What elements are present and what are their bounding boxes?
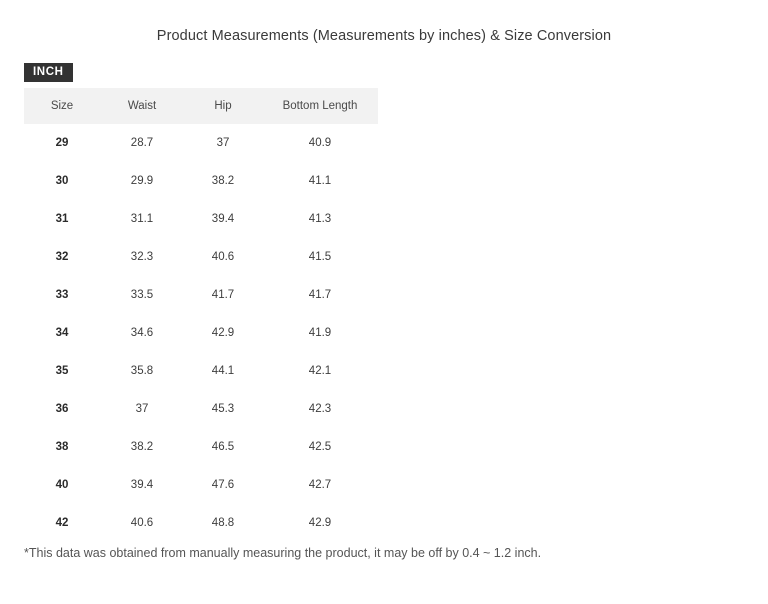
cell-bottom-length: 41.3 — [308, 213, 332, 225]
cell-waist: 39.4 — [130, 479, 154, 491]
cell-bottom-length: 41.7 — [308, 289, 332, 301]
cell-bottom-length: 41.5 — [308, 251, 332, 263]
cell-bottom-length: 42.3 — [308, 403, 332, 415]
cell-hip: 37 — [216, 137, 230, 149]
size-table — [24, 88, 378, 542]
cell-bottom-length: 42.9 — [308, 517, 332, 529]
table-row — [24, 466, 378, 504]
cell-size: 33 — [55, 289, 69, 301]
unit-badge: INCH — [24, 63, 73, 82]
cell-waist: 31.1 — [130, 213, 154, 225]
cell-waist: 34.6 — [130, 327, 154, 339]
cell-size: 29 — [55, 137, 69, 149]
cell-waist: 35.8 — [130, 365, 154, 377]
cell-size: 31 — [55, 213, 69, 225]
cell-waist: 37 — [135, 403, 149, 415]
table-row — [24, 200, 378, 238]
cell-waist: 28.7 — [130, 137, 154, 149]
column-header-hip: Hip — [184, 88, 262, 124]
cell-hip: 48.8 — [211, 517, 235, 529]
table-row — [24, 314, 378, 352]
page-title: Product Measurements (Measurements by inches) & Size Conversion — [156, 28, 612, 44]
cell-hip: 45.3 — [211, 403, 235, 415]
cell-bottom-length: 41.1 — [308, 175, 332, 187]
table-row — [24, 238, 378, 276]
cell-size: 40 — [55, 479, 69, 491]
table-row — [24, 124, 378, 162]
cell-bottom-length: 42.1 — [308, 365, 332, 377]
cell-hip: 42.9 — [211, 327, 235, 339]
cell-size: 42 — [55, 517, 69, 529]
cell-waist: 33.5 — [130, 289, 154, 301]
cell-size: 30 — [55, 175, 69, 187]
cell-size: 32 — [55, 251, 69, 263]
cell-hip: 41.7 — [211, 289, 235, 301]
table-row — [24, 504, 378, 542]
size-table-head — [24, 88, 378, 124]
cell-waist: 29.9 — [130, 175, 154, 187]
column-header-size: Size — [24, 88, 100, 124]
column-header-waist: Waist — [100, 88, 184, 124]
cell-hip: 40.6 — [211, 251, 235, 263]
cell-hip: 47.6 — [211, 479, 235, 491]
cell-hip: 38.2 — [211, 175, 235, 187]
cell-size: 34 — [55, 327, 69, 339]
cell-waist: 38.2 — [130, 441, 154, 453]
cell-bottom-length: 41.9 — [308, 327, 332, 339]
size-table-body — [24, 124, 378, 542]
size-table-wrap — [0, 88, 768, 542]
unit-badge-row — [0, 62, 768, 82]
cell-hip: 44.1 — [211, 365, 235, 377]
table-row — [24, 162, 378, 200]
cell-waist: 40.6 — [130, 517, 154, 529]
cell-waist: 32.3 — [130, 251, 154, 263]
cell-bottom-length: 42.7 — [308, 479, 332, 491]
cell-hip: 39.4 — [211, 213, 235, 225]
cell-bottom-length: 42.5 — [308, 441, 332, 453]
table-row — [24, 352, 378, 390]
measurement-disclaimer: *This data was obtained from manually measuring the product, it may be off by 0.4 ~ 1.2 inch. — [24, 546, 542, 560]
cell-size: 38 — [55, 441, 69, 453]
cell-bottom-length: 40.9 — [308, 137, 332, 149]
table-row — [24, 428, 378, 466]
column-header-bottom-length: Bottom Length — [262, 88, 378, 124]
table-header-row — [24, 88, 378, 124]
cell-size: 36 — [55, 403, 69, 415]
cell-hip: 46.5 — [211, 441, 235, 453]
table-row — [24, 276, 378, 314]
cell-size: 35 — [55, 365, 69, 377]
table-row — [24, 390, 378, 428]
